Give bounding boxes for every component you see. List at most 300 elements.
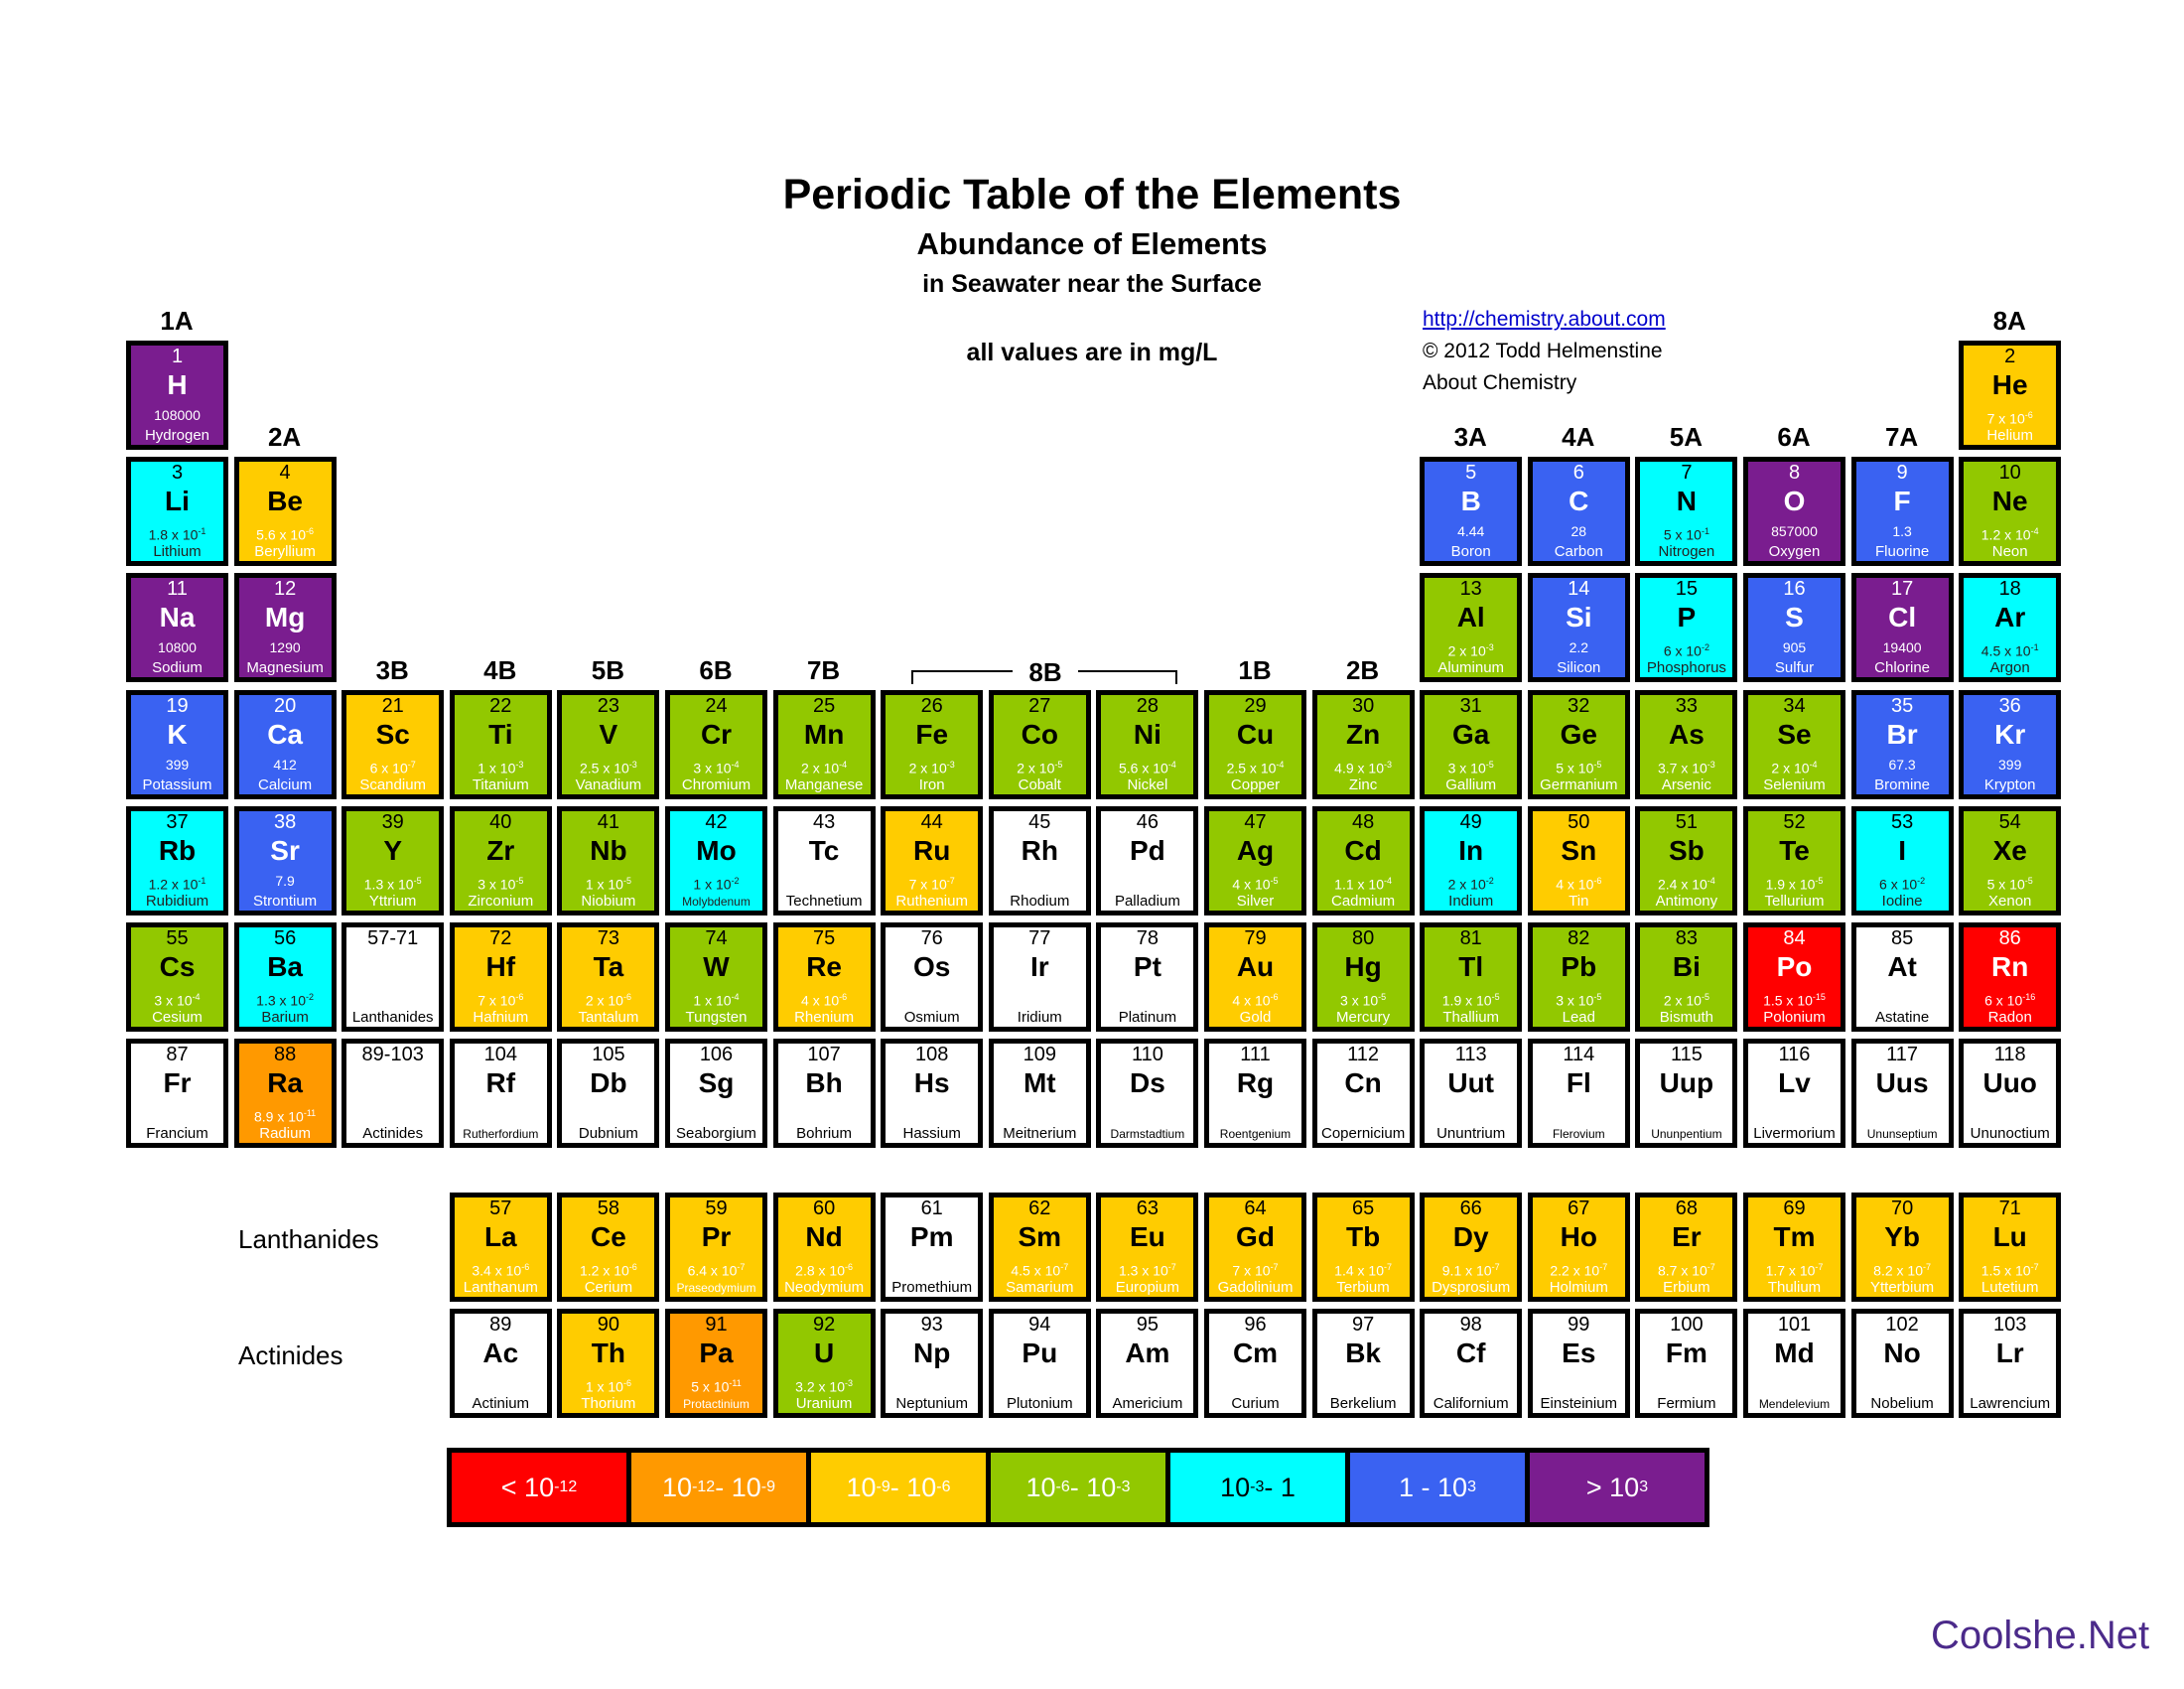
element-name: Osmium <box>903 1009 960 1026</box>
element-symbol: B <box>1460 486 1481 517</box>
abundance-value: 6 x $10^{-2}$ <box>1879 875 1926 893</box>
abundance-value: 1.5 x $10^{-7}$ <box>1980 1262 2039 1279</box>
element-ca <box>234 690 337 799</box>
element-symbol: Cs <box>159 951 196 982</box>
atomic-number: 69 <box>1783 1197 1806 1219</box>
element-name: Cobalt <box>1018 775 1061 793</box>
element-name: Iodine <box>1881 892 1923 910</box>
atomic-number: 44 <box>920 810 943 833</box>
atomic-number: 55 <box>166 927 189 949</box>
atomic-number: 32 <box>1568 694 1590 717</box>
element-symbol: Rb <box>158 834 197 866</box>
element-c <box>1528 457 1630 566</box>
element-symbol: Li <box>165 486 190 517</box>
element-name: Ytterbium <box>1869 1279 1935 1296</box>
abundance-value: 1 x $10^{-4}$ <box>693 992 740 1009</box>
element-b <box>1420 457 1522 566</box>
element-name: Copper <box>1230 775 1281 793</box>
element-symbol: Sm <box>1018 1221 1062 1252</box>
element-name: Calcium <box>258 775 313 793</box>
atomic-number: 104 <box>483 1044 517 1066</box>
element-name: Gadolinium <box>1217 1279 1294 1296</box>
atomic-number: 116 <box>1778 1044 1811 1066</box>
group-label-2a: 2A <box>267 422 302 453</box>
element-name: Thulium <box>1767 1279 1822 1296</box>
atomic-number: 81 <box>1459 927 1482 949</box>
abundance-value: 905 <box>1782 639 1807 656</box>
element-name: Protactinium <box>683 1397 750 1411</box>
abundance-value: 5 x $10^{-1}$ <box>1663 526 1709 543</box>
atomic-number: 96 <box>1244 1314 1267 1336</box>
element-name: Indium <box>1448 892 1494 910</box>
element-symbol: Al <box>1456 602 1485 633</box>
abundance-value: 7 x $10^{-6}$ <box>1986 410 2033 427</box>
element-name: Roentgenium <box>1219 1127 1292 1142</box>
element-name: Gallium <box>1445 775 1497 793</box>
element-tb <box>1312 1193 1415 1302</box>
element-os <box>881 922 983 1032</box>
atomic-number: 70 <box>1890 1197 1914 1219</box>
element-tc <box>773 806 876 915</box>
element-np <box>881 1309 983 1418</box>
element-sr <box>234 806 337 915</box>
element-zn <box>1312 690 1415 799</box>
element-pt <box>1096 922 1198 1032</box>
atomic-number: 12 <box>273 578 297 601</box>
element-symbol: Ti <box>488 718 513 750</box>
element-name: Einsteinium <box>1540 1395 1618 1412</box>
element-in <box>1420 806 1522 915</box>
atomic-number: 94 <box>1028 1314 1051 1336</box>
atomic-number: 64 <box>1244 1197 1267 1219</box>
abundance-value: 5 x $10^{-11}$ <box>691 1378 742 1395</box>
abundance-value: 4.5 x $10^{-1}$ <box>1980 642 2039 660</box>
element-symbol: At <box>1887 951 1917 982</box>
atomic-number: 52 <box>1783 810 1806 833</box>
atomic-number: 79 <box>1244 927 1267 949</box>
element-fl <box>1528 1039 1630 1148</box>
element-name: Actinides <box>362 1125 424 1143</box>
element-symbol: Ac <box>482 1337 519 1368</box>
element-name: Bohrium <box>796 1125 853 1143</box>
element-name: Krypton <box>1983 775 2036 793</box>
element-name: Strontium <box>252 892 318 910</box>
element-symbol: Ar <box>1994 602 2026 633</box>
element-tl <box>1420 922 1522 1032</box>
element-name: Xenon <box>1988 892 2032 910</box>
element-i <box>1851 806 1954 915</box>
element-name: Thallium <box>1442 1009 1500 1026</box>
abundance-value: 1.3 x $10^{-7}$ <box>1118 1262 1176 1279</box>
element-symbol: Po <box>1776 951 1813 982</box>
abundance-value: 1.7 x $10^{-7}$ <box>1765 1262 1824 1279</box>
abundance-value: 3 x $10^{-4}$ <box>693 759 740 776</box>
element-am <box>1096 1309 1198 1418</box>
element-lv <box>1743 1039 1845 1148</box>
atomic-number: 36 <box>1998 694 2021 717</box>
abundance-value: 2.2 x $10^{-7}$ <box>1550 1262 1608 1279</box>
element-be <box>234 457 337 566</box>
element-hg <box>1312 922 1415 1032</box>
atomic-number: 58 <box>597 1197 620 1219</box>
abundance-value: 10800 <box>158 639 197 656</box>
atomic-number: 10 <box>1998 462 2021 485</box>
element-ta <box>557 922 659 1032</box>
element-symbol: Mg <box>264 602 306 633</box>
atomic-number: 47 <box>1244 810 1267 833</box>
element-name: Meitnerium <box>1003 1125 1077 1143</box>
element-symbol: Uut <box>1447 1067 1495 1099</box>
element-name: Selenium <box>1763 775 1826 793</box>
abundance-value: 6 x $10^{-7}$ <box>369 759 416 776</box>
atomic-number: 117 <box>1886 1044 1919 1066</box>
element-ho <box>1528 1193 1630 1302</box>
element-symbol: Cr <box>700 718 733 750</box>
element-te <box>1743 806 1845 915</box>
element-u <box>773 1309 876 1418</box>
element-name: Phosphorus <box>1646 659 1726 677</box>
element-symbol: Ge <box>1560 718 1597 750</box>
element-symbol: Au <box>1236 951 1275 982</box>
element-mg <box>234 573 337 682</box>
atomic-number: 80 <box>1351 927 1375 949</box>
abundance-value: 1.3 x $10^{-5}$ <box>363 875 422 893</box>
element-ni <box>1096 690 1198 799</box>
legend-cyan: 10 -3 - 1 <box>1170 1453 1345 1522</box>
atomic-number: 49 <box>1459 810 1482 833</box>
group-label-1b: 1B <box>1238 654 1272 685</box>
legend-orange: 10 -12 - 10 -9 <box>631 1453 806 1522</box>
element-w <box>665 922 767 1032</box>
element-symbol: Bh <box>805 1067 843 1099</box>
element-name: Ununoctium <box>1970 1125 2050 1143</box>
abundance-value: 3 x $10^{-5}$ <box>1340 992 1387 1009</box>
atomic-number: 6 <box>1572 462 1584 485</box>
element-symbol: W <box>703 951 730 982</box>
color-legend <box>447 1448 1709 1527</box>
element-fr <box>126 1039 228 1148</box>
element-mt <box>989 1039 1091 1148</box>
abundance-value: 5 x $10^{-5}$ <box>1556 759 1602 776</box>
element-name: Francium <box>146 1125 208 1143</box>
element-name: Platinum <box>1118 1009 1177 1026</box>
element-name: Helium <box>1986 427 2034 444</box>
element-symbol: Th <box>591 1337 625 1368</box>
element-na <box>126 573 228 682</box>
element-symbol: Hg <box>1344 951 1382 982</box>
element-ga <box>1420 690 1522 799</box>
element-se <box>1743 690 1845 799</box>
abundance-value: 4.44 <box>1457 523 1485 540</box>
element-name: Iridium <box>1017 1009 1062 1026</box>
element-symbol: La <box>483 1221 517 1252</box>
abundance-value: 1 x $10^{-3}$ <box>478 759 524 776</box>
element-ds <box>1096 1039 1198 1148</box>
element-mo <box>665 806 767 915</box>
element-name: Argon <box>1989 659 2030 677</box>
atomic-number: 16 <box>1783 578 1806 601</box>
atomic-number: 73 <box>597 927 620 949</box>
element-dy <box>1420 1193 1522 1302</box>
atomic-number: 93 <box>920 1314 943 1336</box>
abundance-value: 1.9 x $10^{-5}$ <box>1441 992 1500 1009</box>
abundance-value: 9.1 x $10^{-7}$ <box>1441 1262 1500 1279</box>
element-symbol: Sc <box>375 718 410 750</box>
element-symbol: Tc <box>808 834 840 866</box>
element-name: Molybdenum <box>682 894 751 909</box>
element-symbol: Mo <box>696 834 737 866</box>
element-symbol: Ir <box>1029 951 1049 982</box>
element-la <box>450 1193 552 1302</box>
element-symbol: Ds <box>1129 1067 1165 1099</box>
atomic-number: 13 <box>1459 578 1482 601</box>
atomic-number: 99 <box>1568 1314 1590 1336</box>
element-symbol: Dy <box>1452 1221 1489 1252</box>
group-label-4a: 4A <box>1562 422 1595 453</box>
element-name: Hydrogen <box>144 427 210 444</box>
element-name: Titanium <box>472 775 529 793</box>
element-name: Mendelevium <box>1758 1397 1831 1411</box>
element-name: Tantalum <box>578 1009 639 1026</box>
element-name: Ununpentium <box>1651 1127 1722 1142</box>
atomic-number: 75 <box>812 927 836 949</box>
atomic-number: 98 <box>1459 1314 1482 1336</box>
element-ac <box>450 1309 552 1418</box>
atomic-number: 56 <box>273 927 297 949</box>
element-name: Tin <box>1569 892 1589 910</box>
abundance-value: 8.2 x $10^{-7}$ <box>1873 1262 1932 1279</box>
element-as <box>1635 690 1737 799</box>
element-symbol: Lr <box>1995 1337 2024 1368</box>
element-bk <box>1312 1309 1415 1418</box>
atomic-number: 118 <box>1993 1044 2026 1066</box>
element-name: Cerium <box>584 1279 633 1296</box>
element-name: Dysprosium <box>1432 1279 1511 1296</box>
abundance-value: 2 x $10^{-4}$ <box>801 759 848 776</box>
group-label-8a: 8A <box>1992 306 2026 336</box>
element-name: Hafnium <box>473 1009 529 1026</box>
element-rg <box>1204 1039 1306 1148</box>
element-symbol: Uup <box>1659 1067 1714 1099</box>
element-name: Potassium <box>142 775 212 793</box>
element-symbol: Tb <box>1345 1221 1381 1252</box>
element-symbol: Os <box>913 951 951 982</box>
atomic-number: 48 <box>1351 810 1375 833</box>
element-name: Copernicium <box>1320 1125 1406 1143</box>
element-symbol: Te <box>1779 834 1810 866</box>
atomic-number: 35 <box>1890 694 1914 717</box>
element-name: Lawrencium <box>1970 1395 2051 1412</box>
element-symbol: Na <box>159 602 196 633</box>
element-name: Lead <box>1562 1009 1595 1026</box>
atomic-number: 5 <box>1465 462 1477 485</box>
element-name: Samarium <box>1006 1279 1074 1296</box>
element-name: Silver <box>1236 892 1275 910</box>
element-symbol: Se <box>1777 718 1812 750</box>
element-symbol: C <box>1569 486 1589 517</box>
element-ru <box>881 806 983 915</box>
element-name: Nobelium <box>1870 1395 1934 1412</box>
element-name: Tellurium <box>1764 892 1825 910</box>
element-symbol: Ce <box>590 1221 626 1252</box>
atomic-number: 97 <box>1351 1314 1375 1336</box>
abundance-value: 857000 <box>1771 523 1818 540</box>
element-name: Cesium <box>152 1009 203 1026</box>
element-bh <box>773 1039 876 1148</box>
abundance-value: 3.2 x $10^{-3}$ <box>795 1378 854 1395</box>
atomic-number: 85 <box>1890 927 1914 949</box>
element-symbol: Ga <box>1452 718 1490 750</box>
abundance-value: 1.3 <box>1892 523 1912 540</box>
atomic-number: 2 <box>2004 346 2016 367</box>
element-rh <box>989 806 1091 915</box>
element-name: Beryllium <box>254 543 316 561</box>
element-lanthanides <box>341 922 444 1032</box>
element-er <box>1635 1193 1737 1302</box>
element-pm <box>881 1193 983 1302</box>
group-label-3a: 3A <box>1453 422 1487 453</box>
atomic-number: 113 <box>1454 1044 1487 1066</box>
element-name: Rubidium <box>145 892 209 910</box>
element-name: Terbium <box>1336 1279 1390 1296</box>
element-au <box>1204 922 1306 1032</box>
element-ir <box>989 922 1091 1032</box>
element-eu <box>1096 1193 1198 1302</box>
element-symbol: N <box>1676 486 1697 517</box>
abundance-value: 6 x $10^{-16}$ <box>1984 992 2036 1009</box>
abundance-value: 399 <box>165 756 190 773</box>
element-symbol: Br <box>1886 718 1918 750</box>
element-name: Ununtrium <box>1436 1125 1506 1143</box>
element-name: Barium <box>261 1009 309 1026</box>
element-sn <box>1528 806 1630 915</box>
element-re <box>773 922 876 1032</box>
atomic-number: 78 <box>1136 927 1160 949</box>
atomic-number: 68 <box>1675 1197 1699 1219</box>
element-symbol: Fr <box>163 1067 192 1099</box>
element-symbol: Cf <box>1455 1337 1486 1368</box>
element-n <box>1635 457 1737 566</box>
element-name: Technetium <box>785 892 863 910</box>
element-sb <box>1635 806 1737 915</box>
element-symbol: Ho <box>1560 1221 1597 1252</box>
element-symbol: U <box>813 1337 835 1368</box>
element-symbol: Lv <box>1778 1067 1811 1099</box>
element-ra <box>234 1039 337 1148</box>
atomic-number: 92 <box>812 1314 836 1336</box>
element-name: Erbium <box>1663 1279 1710 1296</box>
atomic-number: 114 <box>1563 1044 1595 1066</box>
abundance-value: 2.4 x $10^{-4}$ <box>1657 875 1715 893</box>
abundance-value: 3.7 x $10^{-3}$ <box>1657 759 1715 776</box>
element-name: Promethium <box>891 1279 973 1296</box>
element-name: Chromium <box>681 775 751 793</box>
abundance-value: 1290 <box>269 639 301 656</box>
abundance-value: 4.9 x $10^{-3}$ <box>1334 759 1393 776</box>
element-name: Nickel <box>1127 775 1168 793</box>
element-pr <box>665 1193 767 1302</box>
group-label-8b: 8B <box>1013 657 1078 688</box>
element-symbol: Rf <box>485 1067 516 1099</box>
element-symbol: In <box>1458 834 1484 866</box>
abundance-value: 3 x $10^{-4}$ <box>154 992 201 1009</box>
element-symbol: No <box>1883 1337 1921 1368</box>
element-name: Bromine <box>1874 775 1931 793</box>
atomic-number: 15 <box>1675 578 1699 601</box>
abundance-value: 2 x $10^{-5}$ <box>1017 759 1063 776</box>
element-co <box>989 690 1091 799</box>
element-name: Tungsten <box>685 1009 748 1026</box>
credit-link[interactable]: http://chemistry.about.com <box>1423 308 1666 331</box>
atomic-number: 18 <box>1998 578 2021 601</box>
element-name: Manganese <box>784 775 864 793</box>
element-kr <box>1959 690 2061 799</box>
element-al <box>1420 573 1522 682</box>
element-he <box>1959 341 2061 450</box>
element-name: Praseodymium <box>676 1281 756 1295</box>
element-symbol: V <box>599 718 618 750</box>
element-name: Boron <box>1450 543 1491 561</box>
element-symbol: Fl <box>1566 1067 1591 1099</box>
element-symbol: Am <box>1125 1337 1170 1368</box>
group-label-3b: 3B <box>375 654 409 685</box>
element-symbol: Mt <box>1023 1067 1056 1099</box>
element-name: Chlorine <box>1874 659 1931 677</box>
atomic-number: 42 <box>705 810 728 833</box>
atomic-number: 1 <box>171 346 184 367</box>
atomic-number: 76 <box>920 927 943 949</box>
atomic-number: 107 <box>807 1044 841 1066</box>
atomic-number: 41 <box>597 810 620 833</box>
element-symbol: Bk <box>1345 1337 1381 1368</box>
legend-green: 10 -6 - 10 -3 <box>991 1453 1165 1522</box>
element-rb <box>126 806 228 915</box>
element-symbol: Pm <box>909 1221 954 1252</box>
element-db <box>557 1039 659 1148</box>
element-name: Livermorium <box>1753 1125 1836 1143</box>
abundance-value: 28 <box>1570 523 1587 540</box>
element-name: Holmium <box>1549 1279 1608 1296</box>
element-br <box>1851 690 1954 799</box>
atomic-number: 46 <box>1136 810 1160 833</box>
atomic-number: 115 <box>1670 1044 1703 1066</box>
legend-red: < 10 -12 <box>452 1453 626 1522</box>
element-ba <box>234 922 337 1032</box>
element-ne <box>1959 457 2061 566</box>
element-symbol: Fe <box>915 718 949 750</box>
element-name: Aluminum <box>1437 659 1505 677</box>
atomic-number: 59 <box>705 1197 728 1219</box>
element-symbol: H <box>167 369 188 400</box>
abundance-value: 19400 <box>1882 639 1922 656</box>
element-name: Darmstadtium <box>1110 1127 1185 1142</box>
element-si <box>1528 573 1630 682</box>
atomic-number: 57 <box>489 1197 512 1219</box>
abundance-value: 2.5 x $10^{-4}$ <box>1226 759 1285 776</box>
abundance-value: 1.5 x $10^{-15}$ <box>1763 992 1826 1009</box>
element-name: Arsenic <box>1661 775 1711 793</box>
atomic-number: 106 <box>699 1044 734 1066</box>
abundance-value: 8.9 x $10^{-11}$ <box>254 1108 317 1125</box>
atomic-number: 22 <box>489 694 512 717</box>
element-k <box>126 690 228 799</box>
atomic-number: 17 <box>1890 578 1914 601</box>
atomic-number: 74 <box>705 927 728 949</box>
element-name: Antimony <box>1655 892 1718 910</box>
element-symbol: Md <box>1774 1337 1815 1368</box>
atomic-number: 102 <box>1885 1314 1919 1336</box>
atomic-number: 51 <box>1675 810 1699 833</box>
